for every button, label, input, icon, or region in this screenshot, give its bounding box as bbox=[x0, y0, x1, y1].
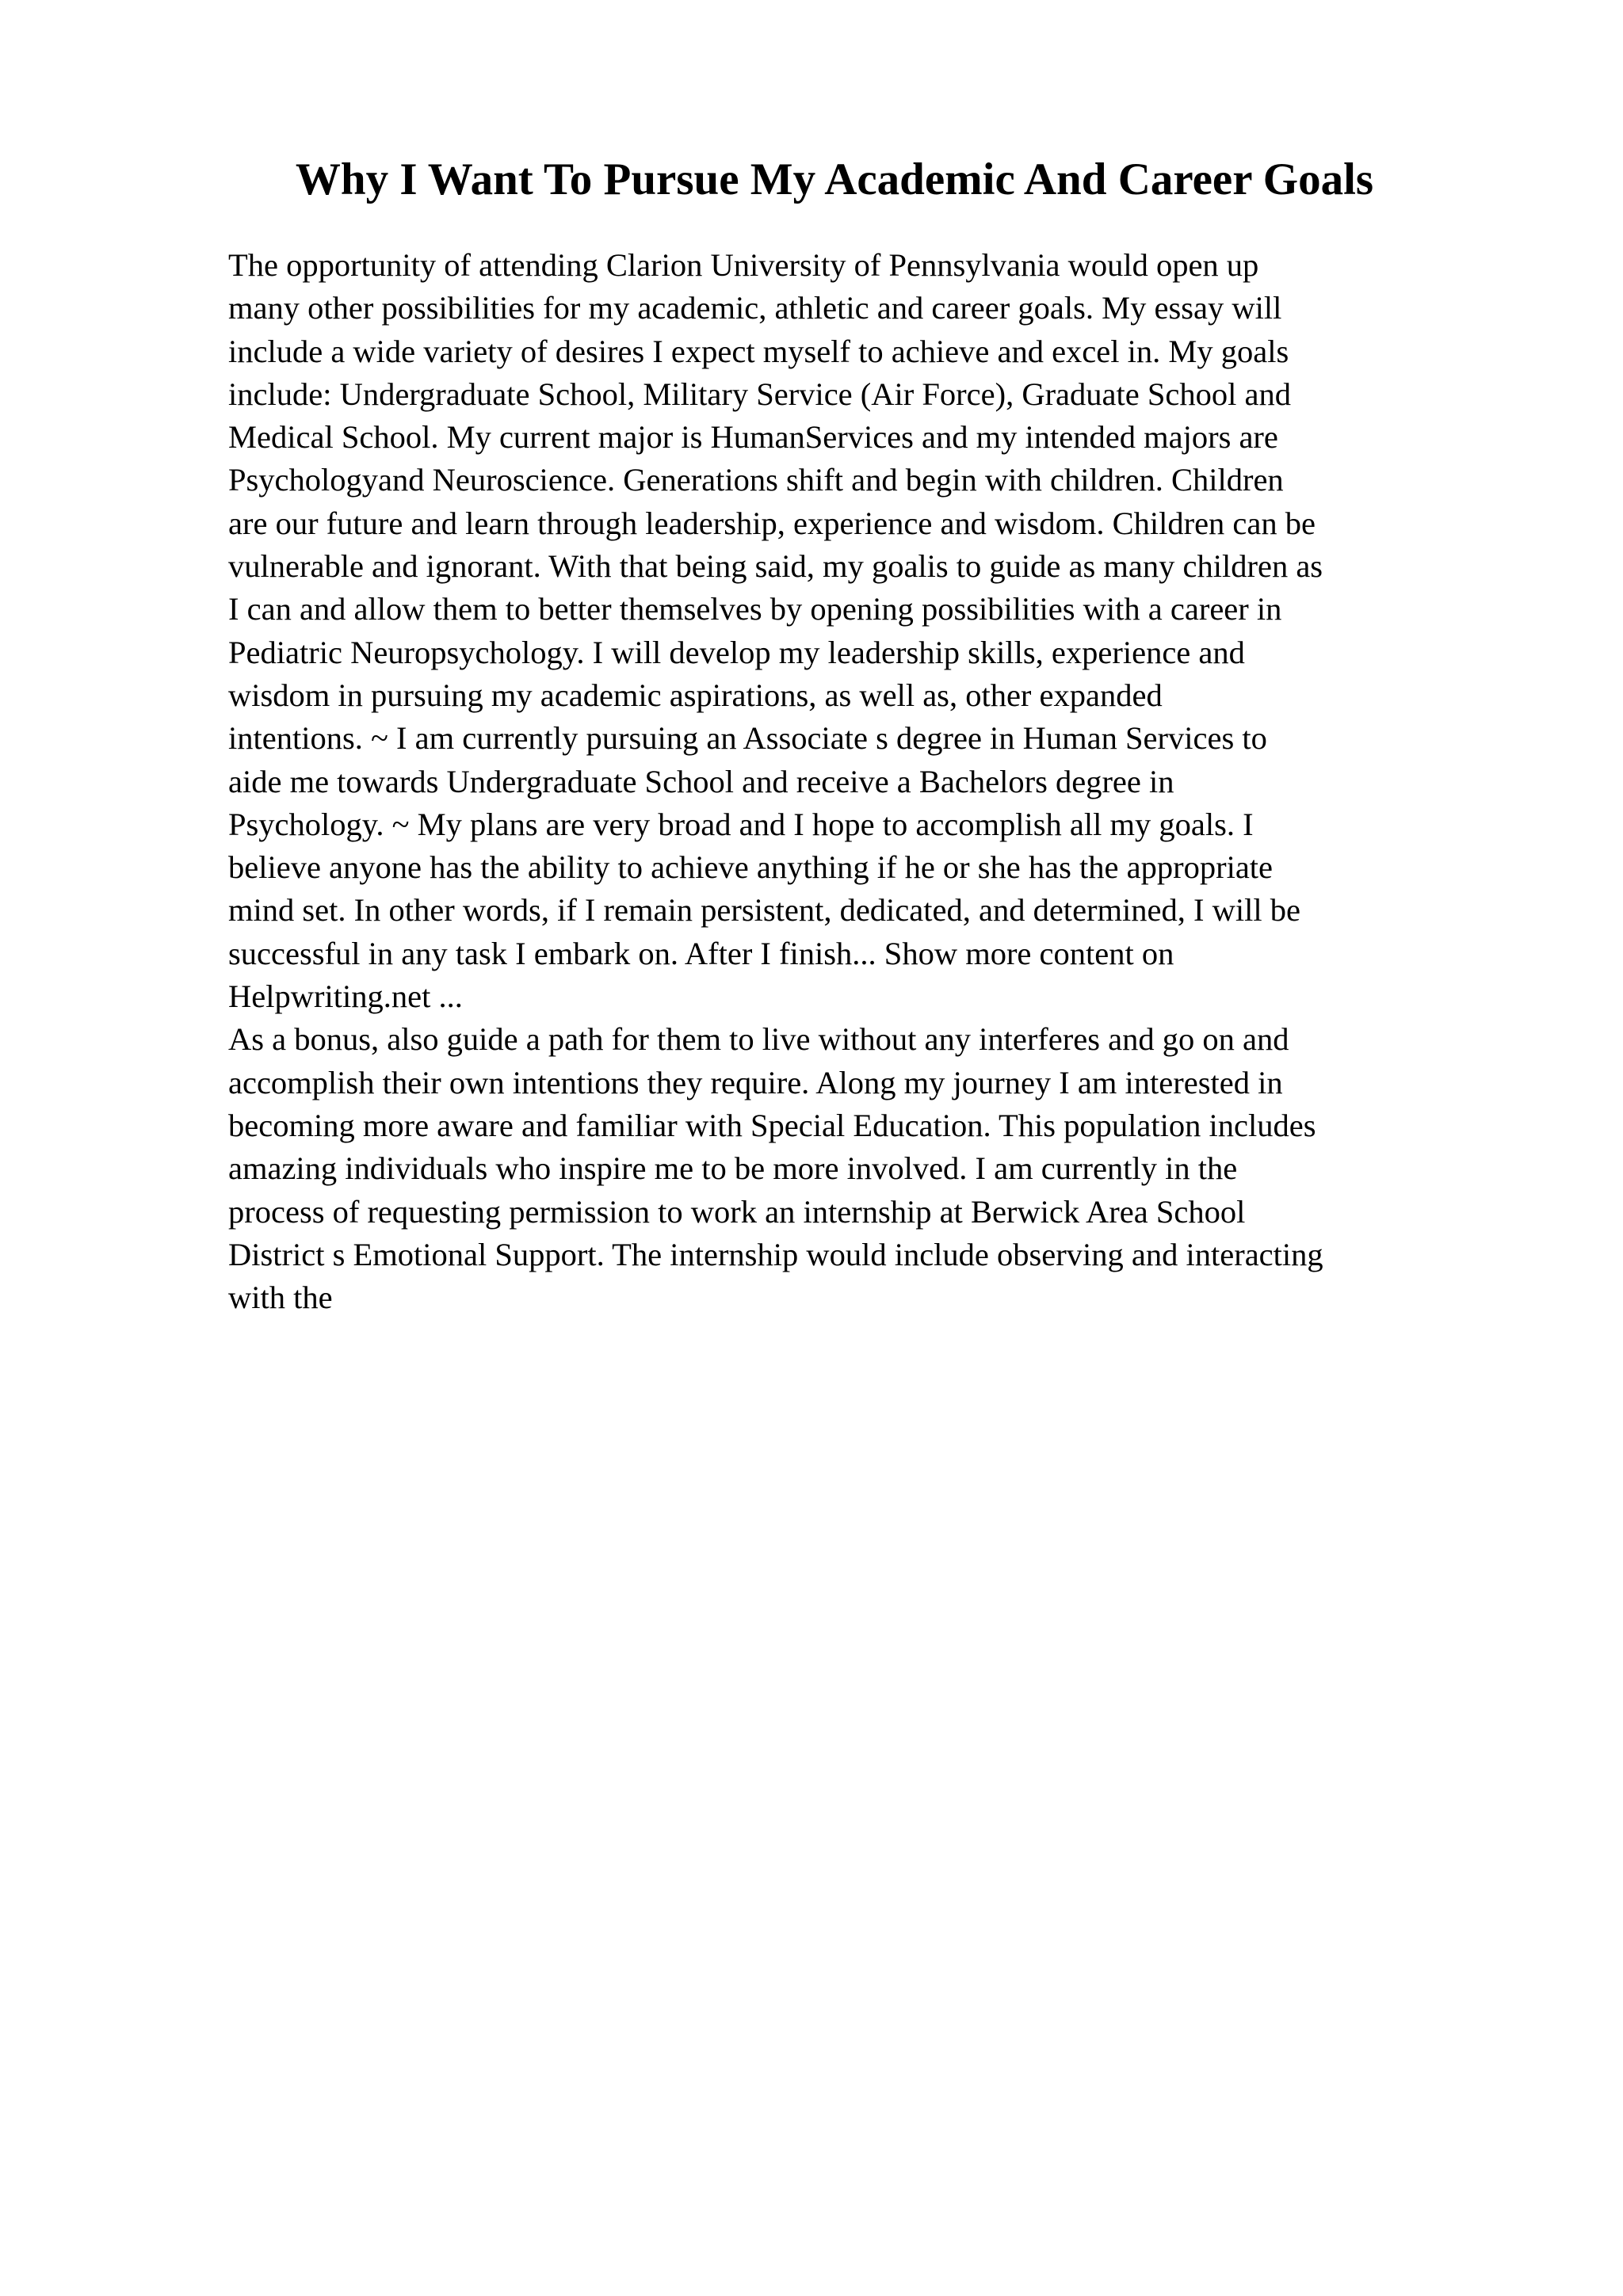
body-line: amazing individuals who inspire me to be more involved. I am currently in the bbox=[228, 1150, 1238, 1187]
body-line: The opportunity of attending Clarion University of Pennsylvania would open up bbox=[228, 247, 1259, 283]
body-line: believe anyone has the ability to achieve anything if he or she has the appropriate bbox=[228, 849, 1274, 886]
essay-body bbox=[228, 244, 1512, 1319]
body-line: I can and allow them to better themselves by opening possibilities with a career in bbox=[228, 591, 1282, 627]
body-line: Medical School. My current major is HumanServices and my intended majors are bbox=[228, 419, 1278, 456]
body-line: Psychologyand Neuroscience. Generations shift and begin with children. Children bbox=[228, 462, 1284, 498]
body-line: include: Undergraduate School, Military Service (Air Force), Graduate School and bbox=[228, 376, 1291, 412]
body-line: many other possibilities for my academic, athletic and career goals. My essay will bbox=[228, 290, 1282, 326]
body-line: wisdom in pursuing my academic aspirations, as well as, other expanded bbox=[228, 677, 1163, 713]
body-line: vulnerable and ignorant. With that being said, my goalis to guide as many children as bbox=[228, 548, 1323, 585]
page-title: Why I Want To Pursue My Academic And Career Goals bbox=[295, 154, 1374, 204]
body-line: Pediatric Neuropsychology. I will develop my leadership skills, experience and bbox=[228, 634, 1245, 670]
body-line: successful in any task I embark on. After I finish... Show more content on bbox=[228, 935, 1174, 971]
body-line: mind set. In other words, if I remain persistent, dedicated, and determined, I will be bbox=[228, 892, 1300, 929]
body-line: As a bonus, also guide a path for them to live without any interferes and go on and bbox=[228, 1021, 1289, 1058]
body-line: becoming more aware and familiar with Special Education. This population includes bbox=[228, 1107, 1316, 1143]
body-line: Psychology. ~ My plans are very broad and I hope to accomplish all my goals. I bbox=[228, 806, 1254, 842]
body-line: District s Emotional Support. The internship would include observing and interacting bbox=[228, 1236, 1323, 1272]
body-line: intentions. ~ I am currently pursuing an Associate s degree in Human Services to bbox=[228, 720, 1267, 757]
body-line: include a wide variety of desires I expect myself to achieve and excel in. My goals bbox=[228, 333, 1289, 369]
body-line: are our future and learn through leadership, experience and wisdom. Children can be bbox=[228, 505, 1316, 541]
body-line: aide me towards Undergraduate School and receive a Bachelors degree in bbox=[228, 763, 1174, 799]
body-line: with the bbox=[228, 1280, 333, 1316]
body-line: Helpwriting.net ... bbox=[228, 978, 463, 1015]
body-line: accomplish their own intentions they require. Along my journey I am interested in bbox=[228, 1064, 1283, 1100]
body-line: process of requesting permission to work an internship at Berwick Area School bbox=[228, 1193, 1246, 1230]
